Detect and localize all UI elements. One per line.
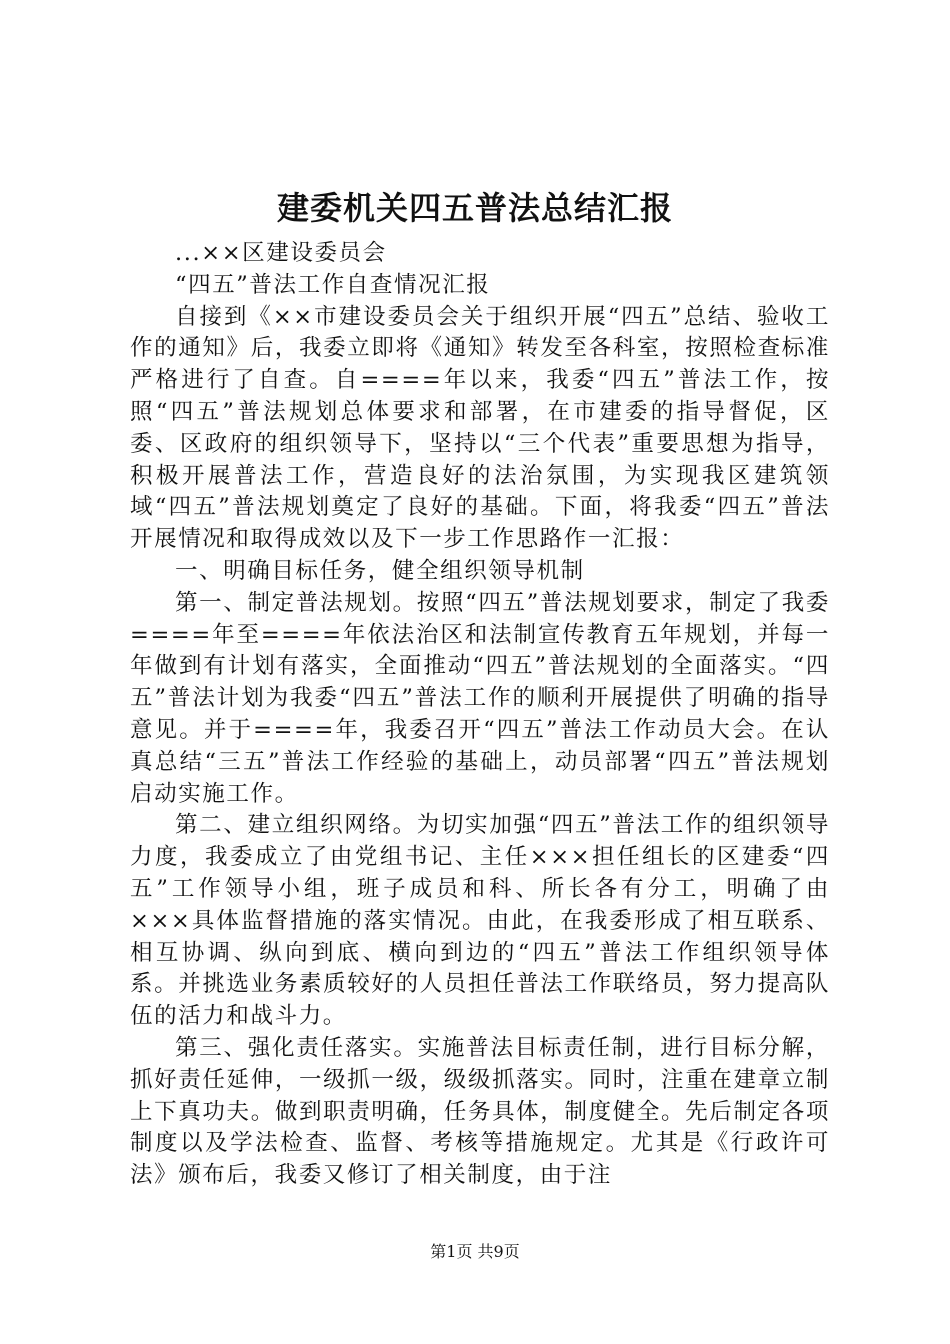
document-body [130, 238, 830, 1192]
page-number-footer: 第1页 共9页 [430, 1242, 520, 1261]
report-subtitle: “四五”普法工作自查情况汇报 [175, 271, 491, 298]
section-heading-1: 一、明确目标任务，健全组织领导机制 [175, 557, 585, 584]
document-title: 建委机关四五普法总结汇报 [276, 189, 673, 227]
paragraph-third: 第三、强化责任落实。实施普法目标责任制，进行目标分解，抓好责任延伸，一级抓一级，级级抓落实。同时，注重在建章立制上下真功夫。做到职责明确，任务具体，制度健全。先后制定各项制度以及学法检查、监督、考核等措施规定。尤其是《行政许可法》颁布后，我委又修订了相关制度，由于注 [130, 1034, 830, 1189]
organization-line: ...××区建设委员会 [175, 240, 387, 266]
paragraph-second: 第二、建立组织网络。为切实加强“四五”普法工作的组织领导力度，我委成立了由党组书记、主任×××担任组长的区建委“四五”工作领导小组，班子成员和科、所长各有分工，明确了由×××具体监督措施的落实情况。由此，在我委形成了相互联系、相互协调、纵向到底、横向到边的“四五”普法工作组织领导体系。并挑选业务素质较好的人员担任普法工作联络员，努力提高队伍的活力和战斗力。 [130, 812, 830, 1030]
intro-paragraph: 自接到《××市建设委员会关于组织开展“四五”总结、验收工作的通知》后，我委立即将《通知》转发至各科室，按照检查标准严格进行了自查。自====年以来，我委“四五”普法工作，按照“四五”普法规划总体要求和部署，在市建委的指导督促，区委、区政府的组织领导下，坚持以“三个代表”重要思想为指导，积极开展普法工作，营造良好的法治氛围，为实现我区建筑领域“四五”普法规划奠定了良好的基础。下面，将我委“四五”普法开展情况和取得成效以及下一步工作思路作一汇报： [130, 303, 830, 553]
paragraph-first: 第一、制定普法规划。按照“四五”普法规划要求，制定了我委====年至====年依法治区和法制宣传教育五年规划，并每一年做到有计划有落实，全面推动“四五”普法规划的全面落实。“四五”普法计划为我委“四五”普法工作的顺利开展提供了明确的指导意见。并于====年，我委召开“四五”普法工作动员大会。在认真总结“三五”普法工作经验的基础上，动员部署“四五”普法规划启动实施工作。 [130, 589, 830, 807]
